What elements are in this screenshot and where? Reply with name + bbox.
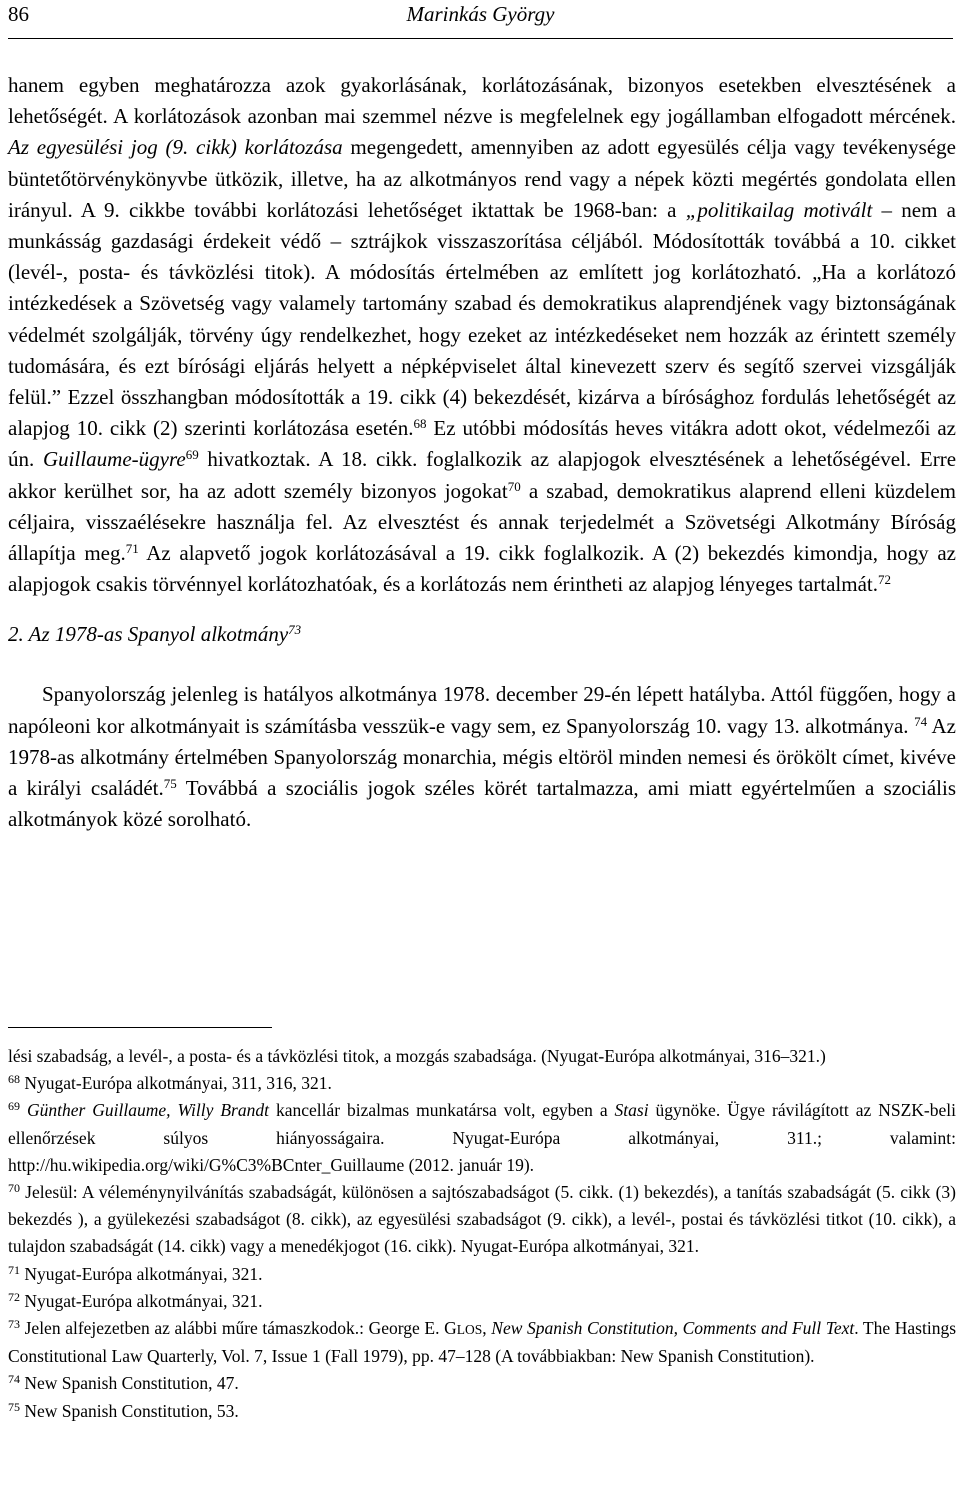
footnote-72: $^{72}$ Nyugat-Európa alkotmányai, 321. <box>8 1289 263 1311</box>
footnote-ref-73: 73 <box>288 622 302 638</box>
page-header <box>8 0 953 39</box>
running-head-author: Marinkás György <box>406 2 555 26</box>
footnote-74: $^{74}$ New Spanish Constitution, 47. <box>8 1372 239 1394</box>
page-number: 86 <box>8 2 29 26</box>
footnote-ref-69: 69 <box>185 447 199 463</box>
footnote-ref-75: 75 <box>163 775 177 791</box>
footnote-73: $^{73}$ Jelen alfejezetben az alábbi műre támaszkodok.: George E. GLOS, New Spanish Constitution, Comments and Full Text. The Hastings Constitutional Law Quarterly, Vol. 7, Issue 1 (Fall 1979), pp. 47–128 (A továbbiakban: New Spanish Constitution). <box>8 1317 957 1367</box>
footnote-ref-68: 68 <box>413 416 427 432</box>
footnote-71: $^{71}$ Nyugat-Európa alkotmányai, 321. <box>8 1262 263 1284</box>
section-heading: 2. Az 1978-as Spanyol alkotmány$^{73}$ <box>8 622 302 647</box>
footnotes <box>8 1043 956 1425</box>
paragraph-2: Spanyolország jelenleg is hatályos alkotmánya 1978. december 29-én lépett hatályba. Attól függően, hogy a napóleoni kor alkotmányait is számításba vesszük-e vagy sem, ez Spanyolország 10. vagy 13. alkotmánya. $^{74}$ Az 1978-as alkotmány értelmében Spanyolország monarchia, mégis eltöröl minden nemesi és örökölt címet, kivéve a királyi családét.$^{75}$ Továbbá a szociális jogok széles körét tartalmazza, ami miatt egyértelműen a szociális alkotmányok közé sorolható. <box>8 682 956 832</box>
footnote-rule <box>8 1027 272 1028</box>
footnote-ref-70: 70 <box>507 478 521 494</box>
footnote-70: $^{70}$ Jelesül: A véleménynyilvánítás szabadságát, különösen a sajtószabadságot (5. cikk. (1) bekezdés), a tanítás szabadságát (5. cikk (3) bekezdés ), a gyülekezési szabadságot (8. cikk), az egyesülési szabadságot (9. cikk), a levél-, postai és távközlési titkot (10. cikk), a tulajdon szabadságát (14. cikk) vagy a menedékjogot (16. cikk). Nyugat-Európa alkotmányai, 321. <box>8 1181 956 1257</box>
footnote-75: $^{75}$ New Spanish Constitution, 53. <box>8 1399 239 1421</box>
footnote-ref-72: 72 <box>878 572 892 588</box>
footnote-ref-71: 71 <box>125 540 139 556</box>
main-text <box>8 70 956 835</box>
footnote-69: $^{69}$ Günther Guillaume, Willy Brandt kancellár bizalmas munkatársa volt, egyben a Stasi ügynöke. Ügye rávilágított az NSZK-beli ellenőrzések súlyos hiányosságaira. Nyugat-Európa alkotmányai, 311.; valamint: http://hu.wikipedia.org/wiki/G%C3%BCnter_Guillaume (2012. január 19). <box>8 1099 956 1175</box>
footnote-ref-74: 74 <box>914 713 928 729</box>
footnote-68: $^{68}$ Nyugat-Európa alkotmányai, 311, 316, 321. <box>8 1072 332 1094</box>
footnote-continued: lési szabadság, a levél-, a posta- és a távközlési titok, a mozgás szabadsága. (Nyugat-Európa alkotmányai, 316–321.) <box>8 1046 826 1066</box>
paragraph-1: hanem egyben meghatározza azok gyakorlásának, korlátozásának, bizonyos esetekben elvesztésének a lehetőségét. A korlátozások azonban mai szemmel nézve is megfelelnek egy jogállamban elfogadott mércének. Az egyesülési jog (9. cikk) korlátozása megengedett, amennyiben az adott egyesülés célja vagy tevékenysége büntetőtörvénykönyvbe ütközik, illetve, ha az alkotmányos rend vagy a népek közti megértés gondolata ellen irányul. A 9. cikkbe további korlátozási lehetőséget iktattak be 1968-ban: a „politikailag motivált – nem a munkásság gazdasági érdekeit védő – sztrájkok visszaszorítása céljából. Módosították továbbá a 10. cikket (levél-, posta- és távközlési titok). A módosítás értelmében az említett jog korlátozható. „Ha a korlátozó intézkedések a Szövetség vagy valamely tartomány szabad és demokratikus alaprendjének vagy biztonságának védelmét szolgálják, törvény úgy rendelkezhet, hogy ezeket az intézkedéseket nem hozzák az érintett személy tudomására, és ezt bírósági eljárás helyett a népképviselet által kinevezett szerv és segítő szervei vizsgálják felül.” Ezzel összhangban módosították a 19. cikk (4) bekezdését, kizárva a bírósághoz fordulás lehetőségét az alapjog 10. cikk (2) szerinti korlátozása esetén.$^{68}$ Ez utóbbi módosítás heves vitákra adott okot, védelmezői az ún. Guillaume-ügyre$^{69}$ hivatkoztak. A 18. cikk. foglalkozik az alapjogok elvesztésének a lehetőségével. Erre akkor kerülhet sor, ha az adott személy bizonyos jogokat$^{70}$ a szabad, demokratikus alaprend elleni küzdelem céljaira, visszaélésekre használja fel. Az elvesztést és annak terjedelmét a Szövetségi Alkotmány Bíróság állapítja meg.$^{71}$ Az alapvető jogok korlátozásával a 19. cikk foglalkozik. A (2) bekezdés kimondja, hogy az alapjogok csakis törvénnyel korlátozhatóak, és a korlátozás nem érintheti az alapjog lényeges tartalmát.$^{72}$ <box>8 73 957 597</box>
